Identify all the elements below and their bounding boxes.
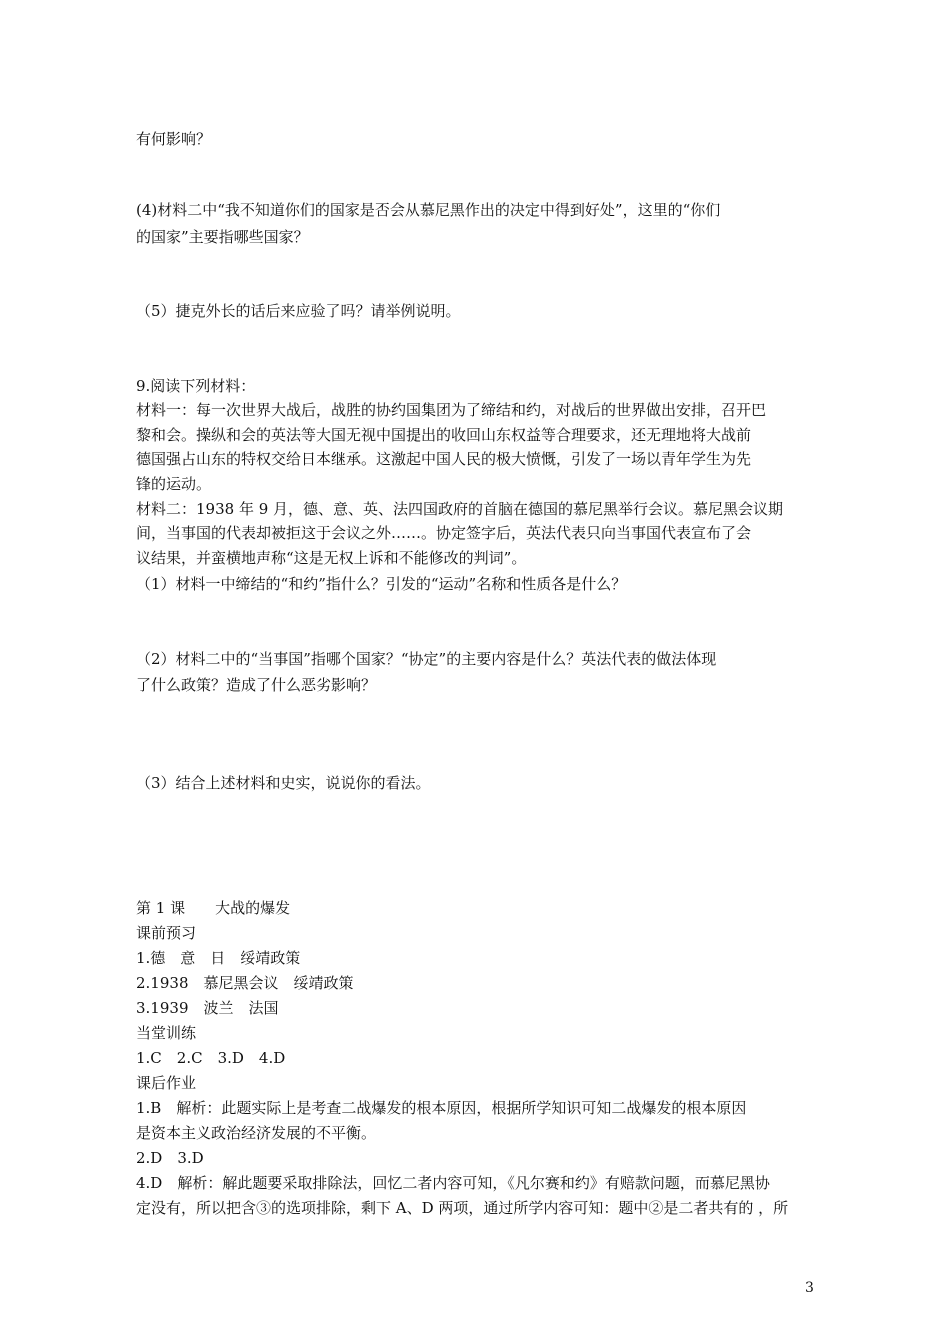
- question-9-2-line-1: （2）材料二中的“当事国”指哪个国家？“协定”的主要内容是什么？英法代表的做法体现: [136, 650, 717, 668]
- question-8-4-line-2: 的国家”主要指哪些国家？: [136, 228, 309, 246]
- question-9-title: 9.阅读下列材料：: [136, 377, 256, 395]
- homework-line-3: 2.D 3.D: [136, 1149, 204, 1167]
- question-8-4-line-1: (4)材料二中“我不知道你们的国家是否会从慕尼黑作出的决定中得到好处”，这里的“你们: [136, 201, 721, 219]
- homework-line-1: 1.B 解析：此题实际上是考查二战爆发的根本原因，根据所学知识可知二战爆发的根本原因: [136, 1099, 747, 1117]
- material-2-line-1: 材料二：1938 年 9 月，德、意、英、法四国政府的首脑在德国的慕尼黑举行会议。慕尼黑会议期: [136, 500, 784, 518]
- homework-line-2: 是资本主义政治经济发展的不平衡。: [136, 1124, 377, 1142]
- question-9-3: （3）结合上述材料和史实，说说你的看法。: [136, 774, 431, 792]
- question-9-2-line-2: 了什么政策？造成了什么恶劣影响？: [136, 676, 377, 694]
- preview-item-2: 2.1938 慕尼黑会议 绥靖政策: [136, 974, 354, 992]
- material-1-line-1: 材料一：每一次世界大战后，战胜的协约国集团为了缔结和约，对战后的世界做出安排，召开巴: [136, 401, 767, 419]
- homework-heading: 课后作业: [136, 1074, 197, 1092]
- preview-item-3: 3.1939 波兰 法国: [136, 999, 279, 1017]
- material-2-line-2: 间，当事国的代表却被拒这于会议之外……。协定签字后，英法代表只向当事国代表宣布了会: [136, 524, 752, 542]
- page-number: 3: [805, 1280, 814, 1296]
- material-1-line-3: 德国强占山东的特权交给日本继承。这激起中国人民的极大愤慨，引发了一场以青年学生为先: [136, 450, 752, 468]
- continuation-text: 有何影响？: [136, 130, 212, 148]
- material-1-line-2: 黎和会。操纵和会的英法等大国无视中国提出的收回山东权益等合理要求，还无理地将大战前: [136, 426, 752, 444]
- homework-line-4: 4.D 解析：解此题要采取排除法，回忆二者内容可知，《凡尔赛和约》有赔款问题，而慕尼黑协: [136, 1174, 770, 1192]
- homework-line-5: 定没有，所以把含③的选项排除，剩下 A、D 两项，通过所学内容可知：题中②是二者共有的 ，所: [136, 1199, 789, 1217]
- question-9-1: （1）材料一中缔结的“和约”指什么？引发的“运动”名称和性质各是什么？: [136, 575, 627, 593]
- preview-heading: 课前预习: [136, 924, 197, 942]
- material-1-line-4: 锋的运动。: [136, 475, 212, 493]
- classroom-answers: 1.C 2.C 3.D 4.D: [136, 1049, 286, 1067]
- lesson-title: 第 1 课 大战的爆发: [136, 899, 291, 917]
- classroom-heading: 当堂训练: [136, 1024, 197, 1042]
- preview-item-1: 1.德 意 日 绥靖政策: [136, 949, 301, 967]
- question-8-5: （5）捷克外长的话后来应验了吗？请举例说明。: [136, 302, 461, 320]
- material-2-line-3: 议结果，并蛮横地声称“这是无权上诉和不能修改的判词”。: [136, 549, 527, 567]
